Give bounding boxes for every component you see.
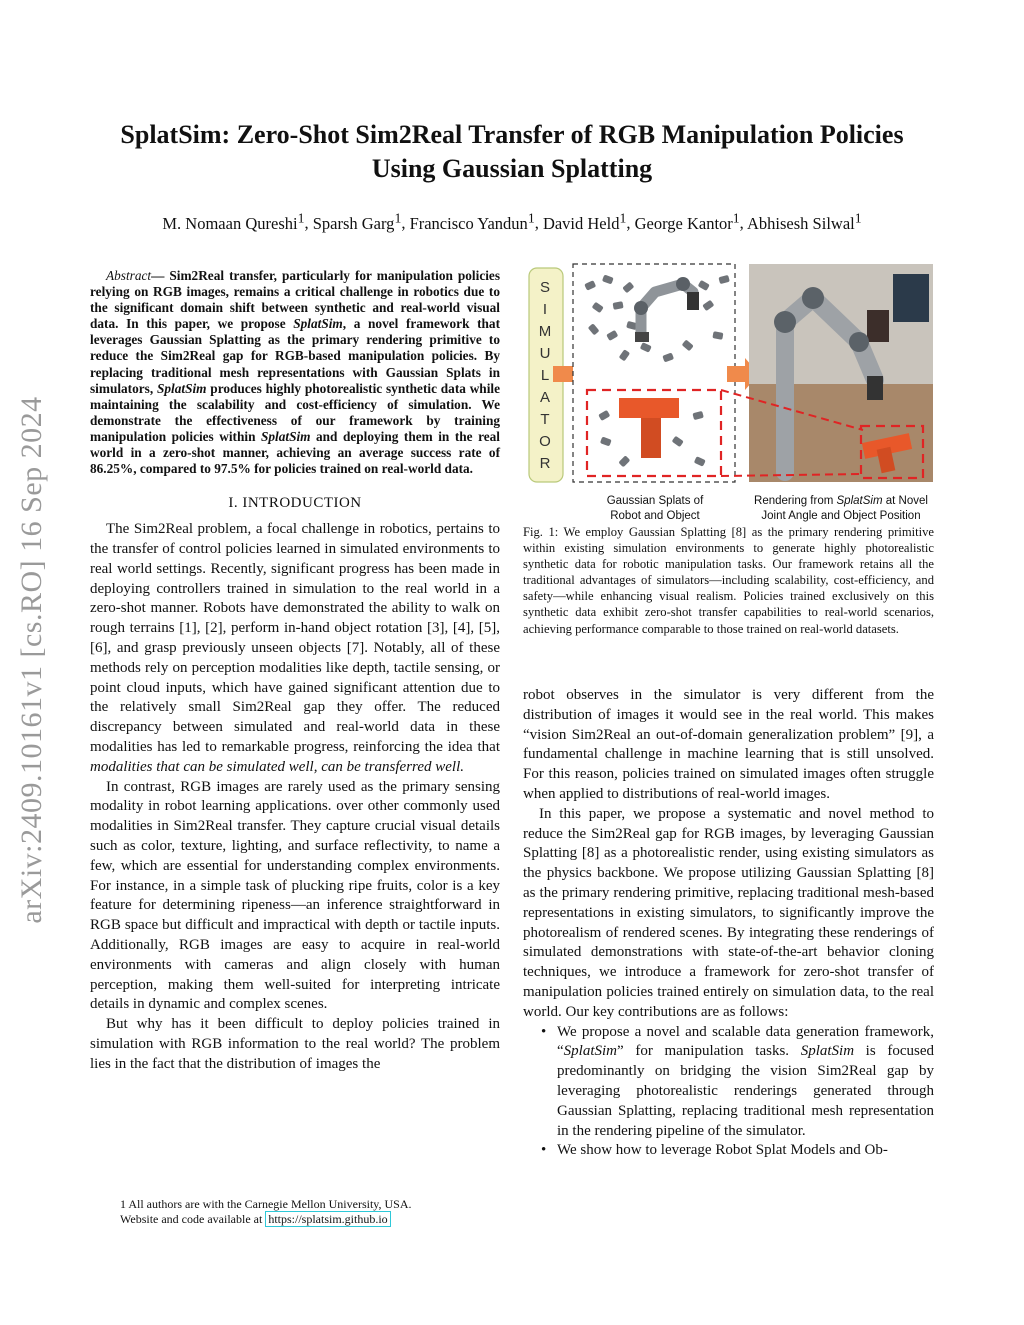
contribution-item: • We propose a novel and scalable data generation framework, “SplatSim” for manipulation tasks. SplatSim is focused predominantly on bridging the vision Sim2Real gap by leveraging photorealistic renderings generated through Gaussian Splatting, replacing traditional mesh representation in the rendering pipeline of the simulator. [523,1023,934,1142]
figure-1-caption: Fig. 1: We employ Gaussian Splatting [8] as the primary rendering primitive within existing simulation environments to generate highly photorealistic synthetic data for robotic manipulation tasks. Our framework retains all the traditional advantages of simulators—including scalability, cost-efficiency, and safety—while enhancing visual realism. Policies trained exclusively on this synthetic data exhibit zero-shot transfer capabilities to real-world scenarios, achieving performance comparable to those trained on real-world datasets. [523,525,934,636]
title-line-2: Using Gaussian Splatting [371,154,653,183]
contribution-item: • We show how to leverage Robot Splat Models and Ob- [523,1141,934,1161]
simulator-letter: M [538,323,552,340]
website-link[interactable]: https://splatsim.github.io [265,1211,390,1227]
simulator-letter: O [539,433,551,450]
arxiv-stamp [12,350,52,970]
simulator-letter: T [540,411,550,428]
author-list: M. Nomaan Qureshi$^1$, Sparsh Garg$^1$, Francisco Yandun$^1$, David Held$^1$, George Kantor$^1$, Abhisesh Silwal$^1$ [162,210,862,233]
figure-1-graphic [523,262,935,522]
simulator-letter: L [540,367,550,384]
author: George Kantor$^1$ [634,210,740,233]
figure-1 [523,262,935,522]
intro-paragraph-2: In contrast, RGB images are rarely used as the primary sensing modality in robot learning applications. over other commonly used modalities in Sim2Real transfer. They capture crucial visual details such as color, texture, lighting, and surface reflectivity, to name a few, which are essential for understanding complex environments. For instance, in a simple task of plucking ripe fruits, color is a key feature for determining ripeness—an inference straightforward in RGB space but difficult and impractical with depth or tactile inputs. Additionally, RGB images are easy to acquire in real-world environments with cameras and align closely with human perception, making them well-suited for interpreting intricate details in dynamic and complex scenes. [90,778,500,1013]
section-heading-introduction: I. INTRODUCTION [228,495,362,512]
author: David Held$^1$ [542,210,627,233]
arxiv-stamp-text: arXiv:2409.10161v1 [cs.RO] 16 Sep 2024 [15,396,48,924]
footnote [90,1197,510,1227]
body-paragraph-2: In this paper, we propose a systematic and novel method to reduce the Sim2Real gap for RGB images, by leveraging Gaussian Splatting [8] as a photorealistic render, using existing simulators as the physics backbone. We propose utilizing Gaussian Splatting [8] as the primary rendering primitive, replacing traditional mesh-based representations in existing simulators, to significantly improve the photorealism of rendered scenes. By integrating these renderings of simulated demonstrations with state-of-the-art behavior cloning techniques, we introduce a framework for zero-shot transfer of manipulation policies trained entirely on simulation data, to the real world. Our key contributions are as follows: [523,805,934,1020]
author: Sparsh Garg$^1$ [312,210,402,233]
simulator-letter: S [539,279,551,296]
title-line-1: SplatSim: Zero-Shot Sim2Real Transfer of RGB Manipulation Policies [120,120,904,149]
label-left-1: Gaussian Splats of [606,495,704,507]
author: Francisco Yandun$^1$ [409,210,535,233]
render-poster [867,310,889,342]
simulator-letter: U [539,345,551,362]
paper-title [80,118,944,186]
abstract: Abstract— Sim2Real transfer, particularly for manipulation policies relying on RGB images, remains a critical challenge in robotics due to the significant domain shift between synthetic and real-world visual data. In this paper, we propose SplatSim, a novel framework that leverages Gaussian Splatting as the primary rendering primitive to reduce the Sim2Real gap for RGB-based manipulation policies. By replacing traditional mesh representations with Gaussian Splats in simulators, SplatSim produces highly photorealistic synthetic data while maintaining the scalability and cost-efficiency of simulation. We demonstrate the effectiveness of our framework by training manipulation policies within SplatSim and deploying them in the real world in a zero-shot manner, achieving an average success rate of 86.25%, compared to 97.5% for policies trained on real-world data. [90,268,501,477]
footnote-affiliation: 1 All authors are with the Carnegie Mellon University, USA. [120,1197,412,1211]
label-right-1: Rendering from SplatSim at Novel [754,495,928,507]
right-column [523,686,934,1161]
render-poster [893,274,929,322]
left-column [90,268,500,1075]
intro-paragraph-3: But why has it been difficult to deploy policies trained in simulation with RGB information to the real world? The problem lies in the fact that the distribution of images the [90,1016,500,1072]
label-right-2: Joint Angle and Object Position [761,510,921,522]
simulator-letter: A [539,389,551,406]
author: M. Nomaan Qureshi$^1$ [162,210,305,233]
simulator-letter: I [542,301,548,318]
figure-labels [607,495,928,522]
simulator-letter: R [539,455,551,472]
label-left-2: Robot and Object [610,510,700,522]
body-paragraph-1: robot observes in the simulator is very different from the distribution of images it would see in the real world. This makes “vision Sim2Real an out-of-domain generalization problem” [9], a fundamental challenge in machine learning that is still unsolved. For this reason, policies trained on simulated images often struggle when applied to distributions of real-world images. [523,687,934,802]
intro-paragraph-1: The Sim2Real problem, a focal challenge in robotics, pertains to the transfer of control policies learned in simulated environments to real world settings. Recently, significant progress has been made in deploying controllers trained in simulation to the real world in a zero-shot manner. Robots have demonstrated the ability to walk on rough terrains [1], [2], perform in-hand object rotation [3], [4], [5], [6], and grasp previously unseen objects [7]. Notably, all of these methods rely on perception modalities like depth, tactile sensing, or point cloud inputs, which have gained significant attention due to the relatively small Sim2Real gap they offer. The reduced discrepancy between simulated and real-world data in these modalities has led to remarkable progress, reinforcing the idea that modalities that can be simulated well, can be transferred well. [90,521,500,775]
contributions-list [523,1023,934,1162]
author: Abhisesh Silwal$^1$ [747,210,862,233]
footnote-website: Website and code available at https://splatsim.github.io [90,1212,510,1227]
